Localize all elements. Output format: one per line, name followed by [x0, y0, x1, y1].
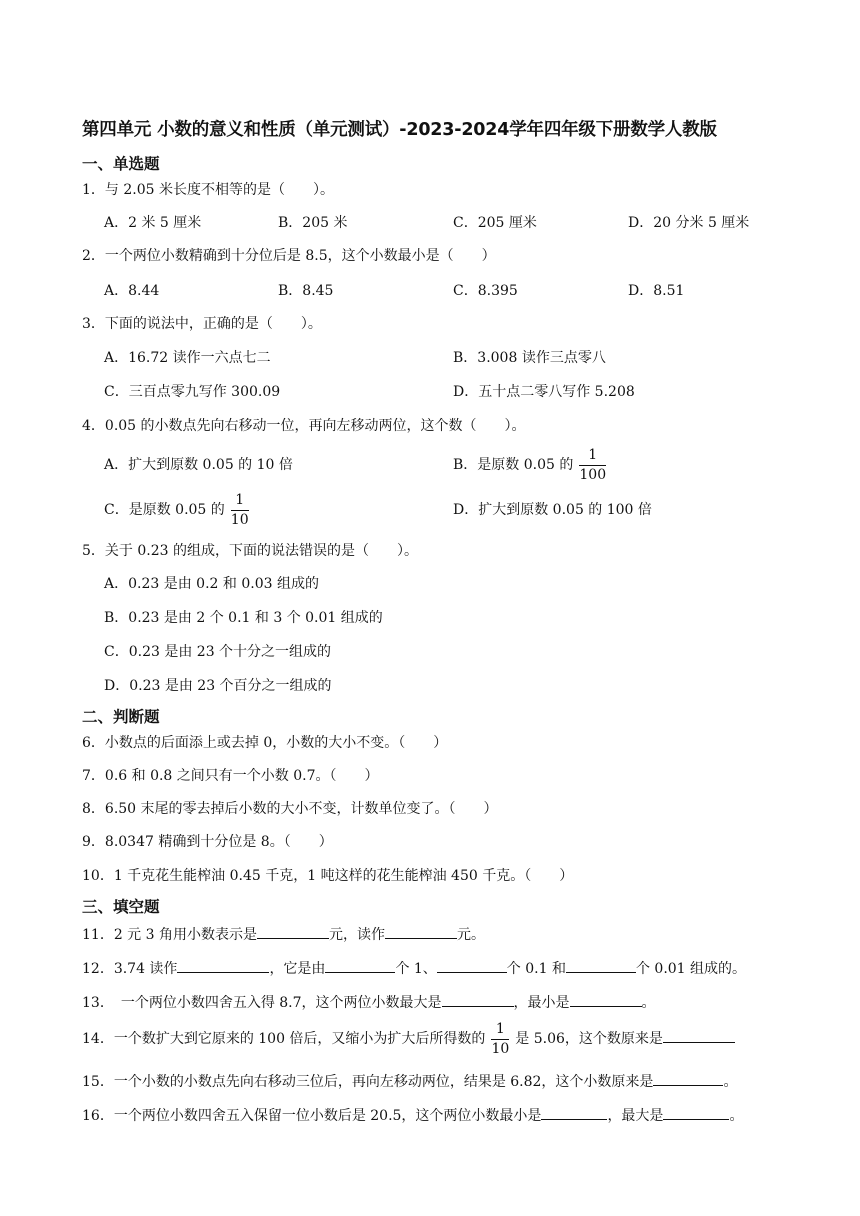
- question-14: [82, 1017, 735, 1061]
- question-6: 6．小数点的后面添上或去掉 0，小数的大小不变。（ ）: [82, 735, 448, 751]
- fraction-numerator: 1: [579, 447, 606, 466]
- question-11-text-2: 元，读作: [328, 927, 385, 943]
- fraction-denominator: 10: [491, 1040, 510, 1057]
- question-4-option-d: D．扩大到原数 0.05 的 100 倍: [453, 502, 652, 518]
- question-16: [82, 1105, 743, 1126]
- question-13-text-2: ，最小是: [513, 995, 570, 1011]
- fraction-one-tenth: [231, 492, 249, 529]
- answer-blank[interactable]: [437, 958, 507, 973]
- question-2-stem: 2．一个两位小数精确到十分位后是 8.5，这个小数最小是（ ）: [82, 248, 496, 264]
- question-4-option-b: [453, 444, 612, 486]
- answer-blank[interactable]: [177, 958, 269, 973]
- question-5-option-d: D．0.23 是由 23 个百分之一组成的: [104, 678, 332, 694]
- question-1-option-c: C．205 厘米: [453, 215, 537, 231]
- answer-blank[interactable]: [653, 1071, 723, 1086]
- question-4-option-c: [104, 489, 255, 531]
- question-3-stem: 3．下面的说法中，正确的是（ ）。: [82, 316, 322, 332]
- fraction-one-tenth: [491, 1021, 509, 1058]
- question-1-option-a: A．2 米 5 厘米: [104, 215, 202, 231]
- answer-blank[interactable]: [570, 992, 642, 1007]
- question-3-option-d: D．五十点二零八写作 5.208: [453, 384, 635, 400]
- question-2-option-a: A．8.44: [104, 283, 160, 299]
- question-10: 10．1 千克花生能榨油 0.45 千克，1 吨这样的花生能榨油 450 千克。（ ）: [82, 868, 574, 884]
- question-4-stem: 4．0.05 的小数点先向右移动一位，再向左移动两位，这个数（ ）。: [82, 418, 526, 434]
- question-5-option-c: C．0.23 是由 23 个十分之一组成的: [104, 644, 332, 660]
- question-13-text-1: 13． 一个两位小数四舍五入得 8.7，这个两位小数最大是: [82, 995, 442, 1011]
- section-heading-true-false: 二、判断题: [82, 708, 160, 726]
- question-2-option-c: C．8.395: [453, 283, 518, 299]
- fraction-numerator: 1: [231, 492, 249, 511]
- question-15: [82, 1071, 737, 1092]
- question-3-option-b: B．3.008 读作三点零八: [453, 350, 606, 366]
- question-12-text-2: ，它是由: [269, 961, 326, 977]
- question-5-option-b: B．0.23 是由 2 个 0.1 和 3 个 0.01 组成的: [104, 610, 383, 626]
- question-16-text-2: ，最大是: [607, 1108, 664, 1124]
- question-12: [82, 958, 746, 979]
- section-heading-single-choice: 一、单选题: [82, 155, 160, 173]
- fraction-denominator: 10: [230, 511, 249, 528]
- answer-blank[interactable]: [385, 924, 457, 939]
- question-8: 8．6.50 末尾的零去掉后小数的大小不变，计数单位变了。（ ）: [82, 801, 498, 817]
- question-2-option-d: D．8.51: [628, 283, 685, 299]
- question-2-option-b: B．8.45: [278, 283, 334, 299]
- question-5-stem: 5．关于 0.23 的组成，下面的说法错误的是（ ）。: [82, 543, 418, 559]
- question-1-stem: 1．与 2.05 米长度不相等的是（ ）。: [82, 182, 334, 198]
- question-12-text-5: 个 0.01 组成的。: [635, 961, 747, 977]
- question-9: 9．8.0347 精确到十分位是 8。（ ）: [82, 834, 333, 850]
- question-1-option-b: B．205 米: [278, 215, 348, 231]
- question-4-option-b-text: B．是原数 0.05 的: [453, 457, 574, 473]
- question-16-text-3: 。: [729, 1108, 744, 1124]
- answer-blank[interactable]: [663, 1105, 729, 1120]
- question-4-option-a: A．扩大到原数 0.05 的 10 倍: [104, 457, 293, 473]
- question-12-text-3: 个 1、: [395, 961, 437, 977]
- fraction-numerator: 1: [491, 1021, 509, 1040]
- question-4-option-c-text: C．是原数 0.05 的: [104, 502, 225, 518]
- answer-blank[interactable]: [442, 992, 514, 1007]
- question-16-text-1: 16．一个两位小数四舍五入保留一位小数后是 20.5，这个两位小数最小是: [82, 1108, 542, 1124]
- answer-blank[interactable]: [325, 958, 395, 973]
- question-11-text-3: 元。: [456, 927, 485, 943]
- question-7: 7．0.6 和 0.8 之间只有一个小数 0.7。（ ）: [82, 768, 379, 784]
- question-12-text-1: 12．3.74 读作: [82, 961, 178, 977]
- fraction-denominator: 100: [579, 466, 607, 483]
- question-13-text-3: 。: [641, 995, 656, 1011]
- question-5-option-a: A．0.23 是由 0.2 和 0.03 组成的: [104, 576, 319, 592]
- question-11-text-1: 11．2 元 3 角用小数表示是: [82, 927, 257, 943]
- question-15-text-2: 。: [723, 1074, 738, 1090]
- section-heading-fill-in: 三、填空题: [82, 898, 160, 916]
- question-12-text-4: 个 0.1 和: [506, 961, 566, 977]
- question-3-option-a: A．16.72 读作一六点七二: [104, 350, 271, 366]
- question-14-text-2: 是 5.06，这个数原来是: [515, 1031, 663, 1047]
- answer-blank[interactable]: [257, 924, 329, 939]
- question-15-text-1: 15．一个小数的小数点先向右移动三位后，再向左移动两位，结果是 6.82，这个小数原来是: [82, 1074, 654, 1090]
- answer-blank[interactable]: [541, 1105, 607, 1120]
- answer-blank[interactable]: [566, 958, 636, 973]
- question-14-text-1: 14．一个数扩大到它原来的 100 倍后，又缩小为扩大后所得数的: [82, 1031, 486, 1047]
- answer-blank[interactable]: [663, 1028, 735, 1043]
- question-3-option-c: C．三百点零九写作 300.09: [104, 384, 281, 400]
- question-11: [82, 924, 485, 945]
- page-title: 第四单元 小数的意义和性质（单元测试）-2023-2024学年四年级下册数学人教版: [82, 120, 717, 140]
- question-13: [82, 992, 656, 1013]
- fraction-one-hundredth: [579, 447, 606, 484]
- question-1-option-d: D．20 分米 5 厘米: [628, 215, 750, 231]
